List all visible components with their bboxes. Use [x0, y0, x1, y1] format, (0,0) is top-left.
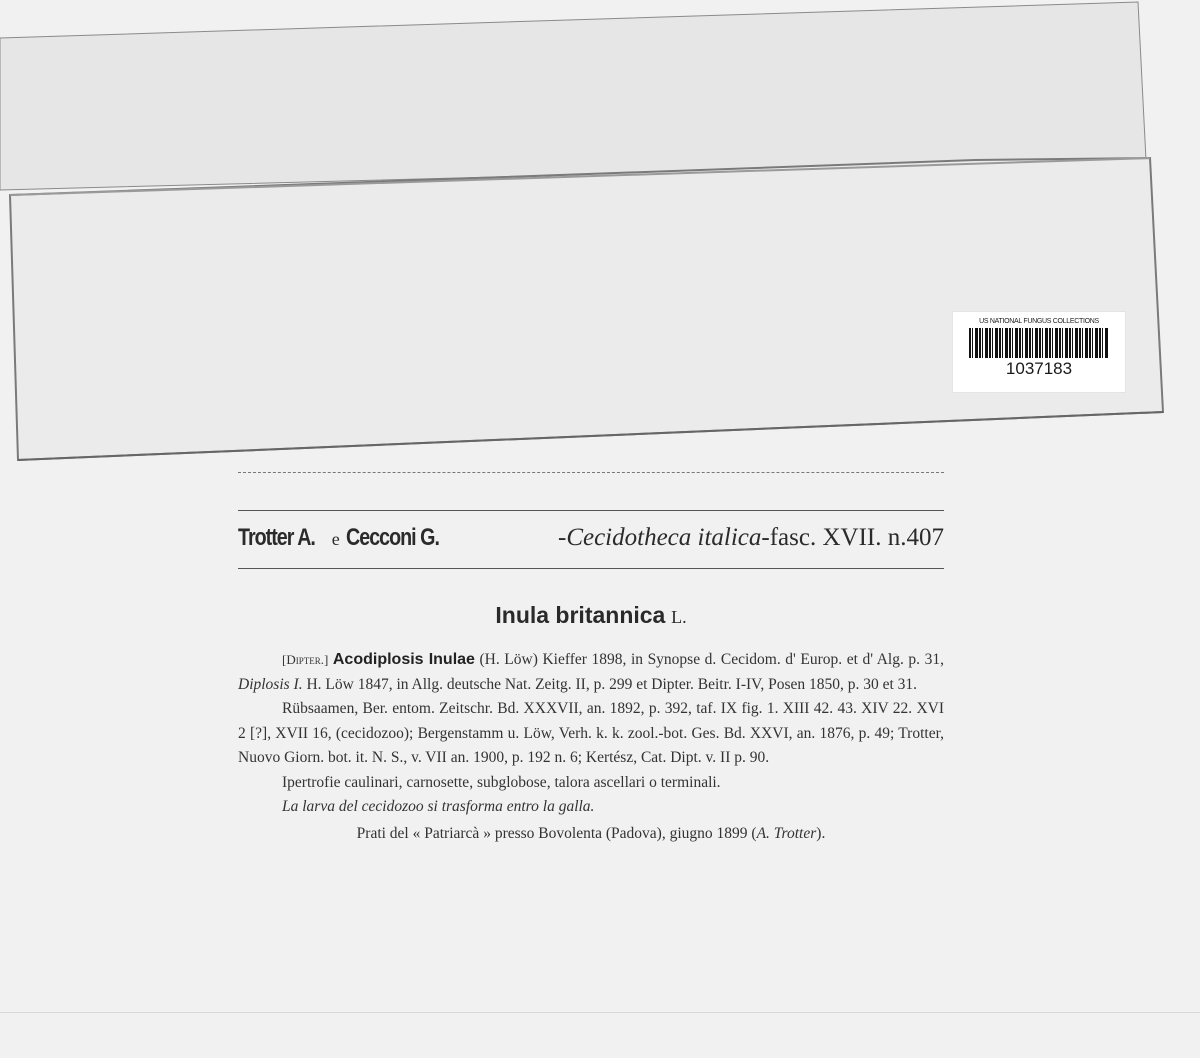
specimen-packet [0, 0, 1200, 470]
header-fasc: -fasc. XVII. n. [761, 524, 907, 551]
header-dash: - [557, 524, 567, 551]
label-top-dotted-rule [238, 472, 944, 473]
paragraph-description: Ipertrofie caulinari, carnosette, subglobose, talora ascellari o terminali. [282, 773, 721, 791]
insect-group: [Dipter.] [282, 652, 329, 667]
packet-drawing [0, 0, 1200, 470]
barcode-institution: US NATIONAL FUNGUS COLLECTIONS [979, 318, 1099, 325]
sheet-bottom-line [0, 1012, 1200, 1013]
barcode-label [952, 311, 1126, 393]
gallmaker-citation: (H. Löw) Kieffer 1898, in Synopse d. Cecidom. d' Europ. et d' Alg. p. 31, [474, 651, 945, 668]
species-author: L. [671, 607, 687, 627]
header-number: 407 [906, 524, 944, 551]
gallmaker-synonym: Diplosis I. [238, 675, 303, 693]
label-header-rule [238, 568, 944, 569]
herbarium-label [238, 470, 944, 990]
species-title [238, 602, 944, 629]
header-series: Cecidotheca italica [566, 524, 762, 551]
locality-text: Prati del « Patriarcà » presso Bovolenta (Padova), giugno 1899 ( [356, 824, 757, 842]
gallmaker-citation-2: H. Löw 1847, in Allg. deutsche Nat. Zeitg. II, p. 299 et Dipter. Beitr. I-IV, Posen 1850, p. 30 et 31. [302, 675, 918, 693]
paragraph-gallmaker [238, 648, 944, 697]
header-authors-2: Cecconi G. [346, 524, 440, 551]
gallmaker-name: Acodiplosis Inulae [332, 651, 475, 668]
locality-end: ). [816, 824, 826, 842]
label-header [238, 524, 944, 558]
barcode-number: 1037183 [1005, 359, 1073, 378]
paragraph-locality [238, 822, 944, 847]
paragraph-references: Rübsaamen, Ber. entom. Zeitschr. Bd. XXXVII, an. 1892, p. 392, taf. IX fig. 1. XIII 42. 43. XIV 22. XVI 2 [?], XVII 16, (cecidozoo); Bergenstamm u. Löw, Verh. k. k. zool.-bot. Ges. Bd. XXVI, an. 1876, p. 49; Trotter, Nuovo Giorn. bot. it. N. S., v. VII an. 1900, p. 192 n. 6; Kertész, Cat. Dipt. v. II p. 90. [238, 700, 944, 766]
collector-name: A. Trotter [756, 824, 817, 842]
species-name: Inula britannica [495, 602, 666, 628]
label-body [238, 648, 944, 846]
header-authors: Trotter A. [238, 524, 315, 551]
paragraph-larva: La larva del cecidozoo si trasforma entro la galla. [282, 798, 595, 815]
header-and: e [331, 529, 340, 549]
barcode-bars [969, 328, 1109, 358]
label-top-rule [238, 510, 944, 511]
